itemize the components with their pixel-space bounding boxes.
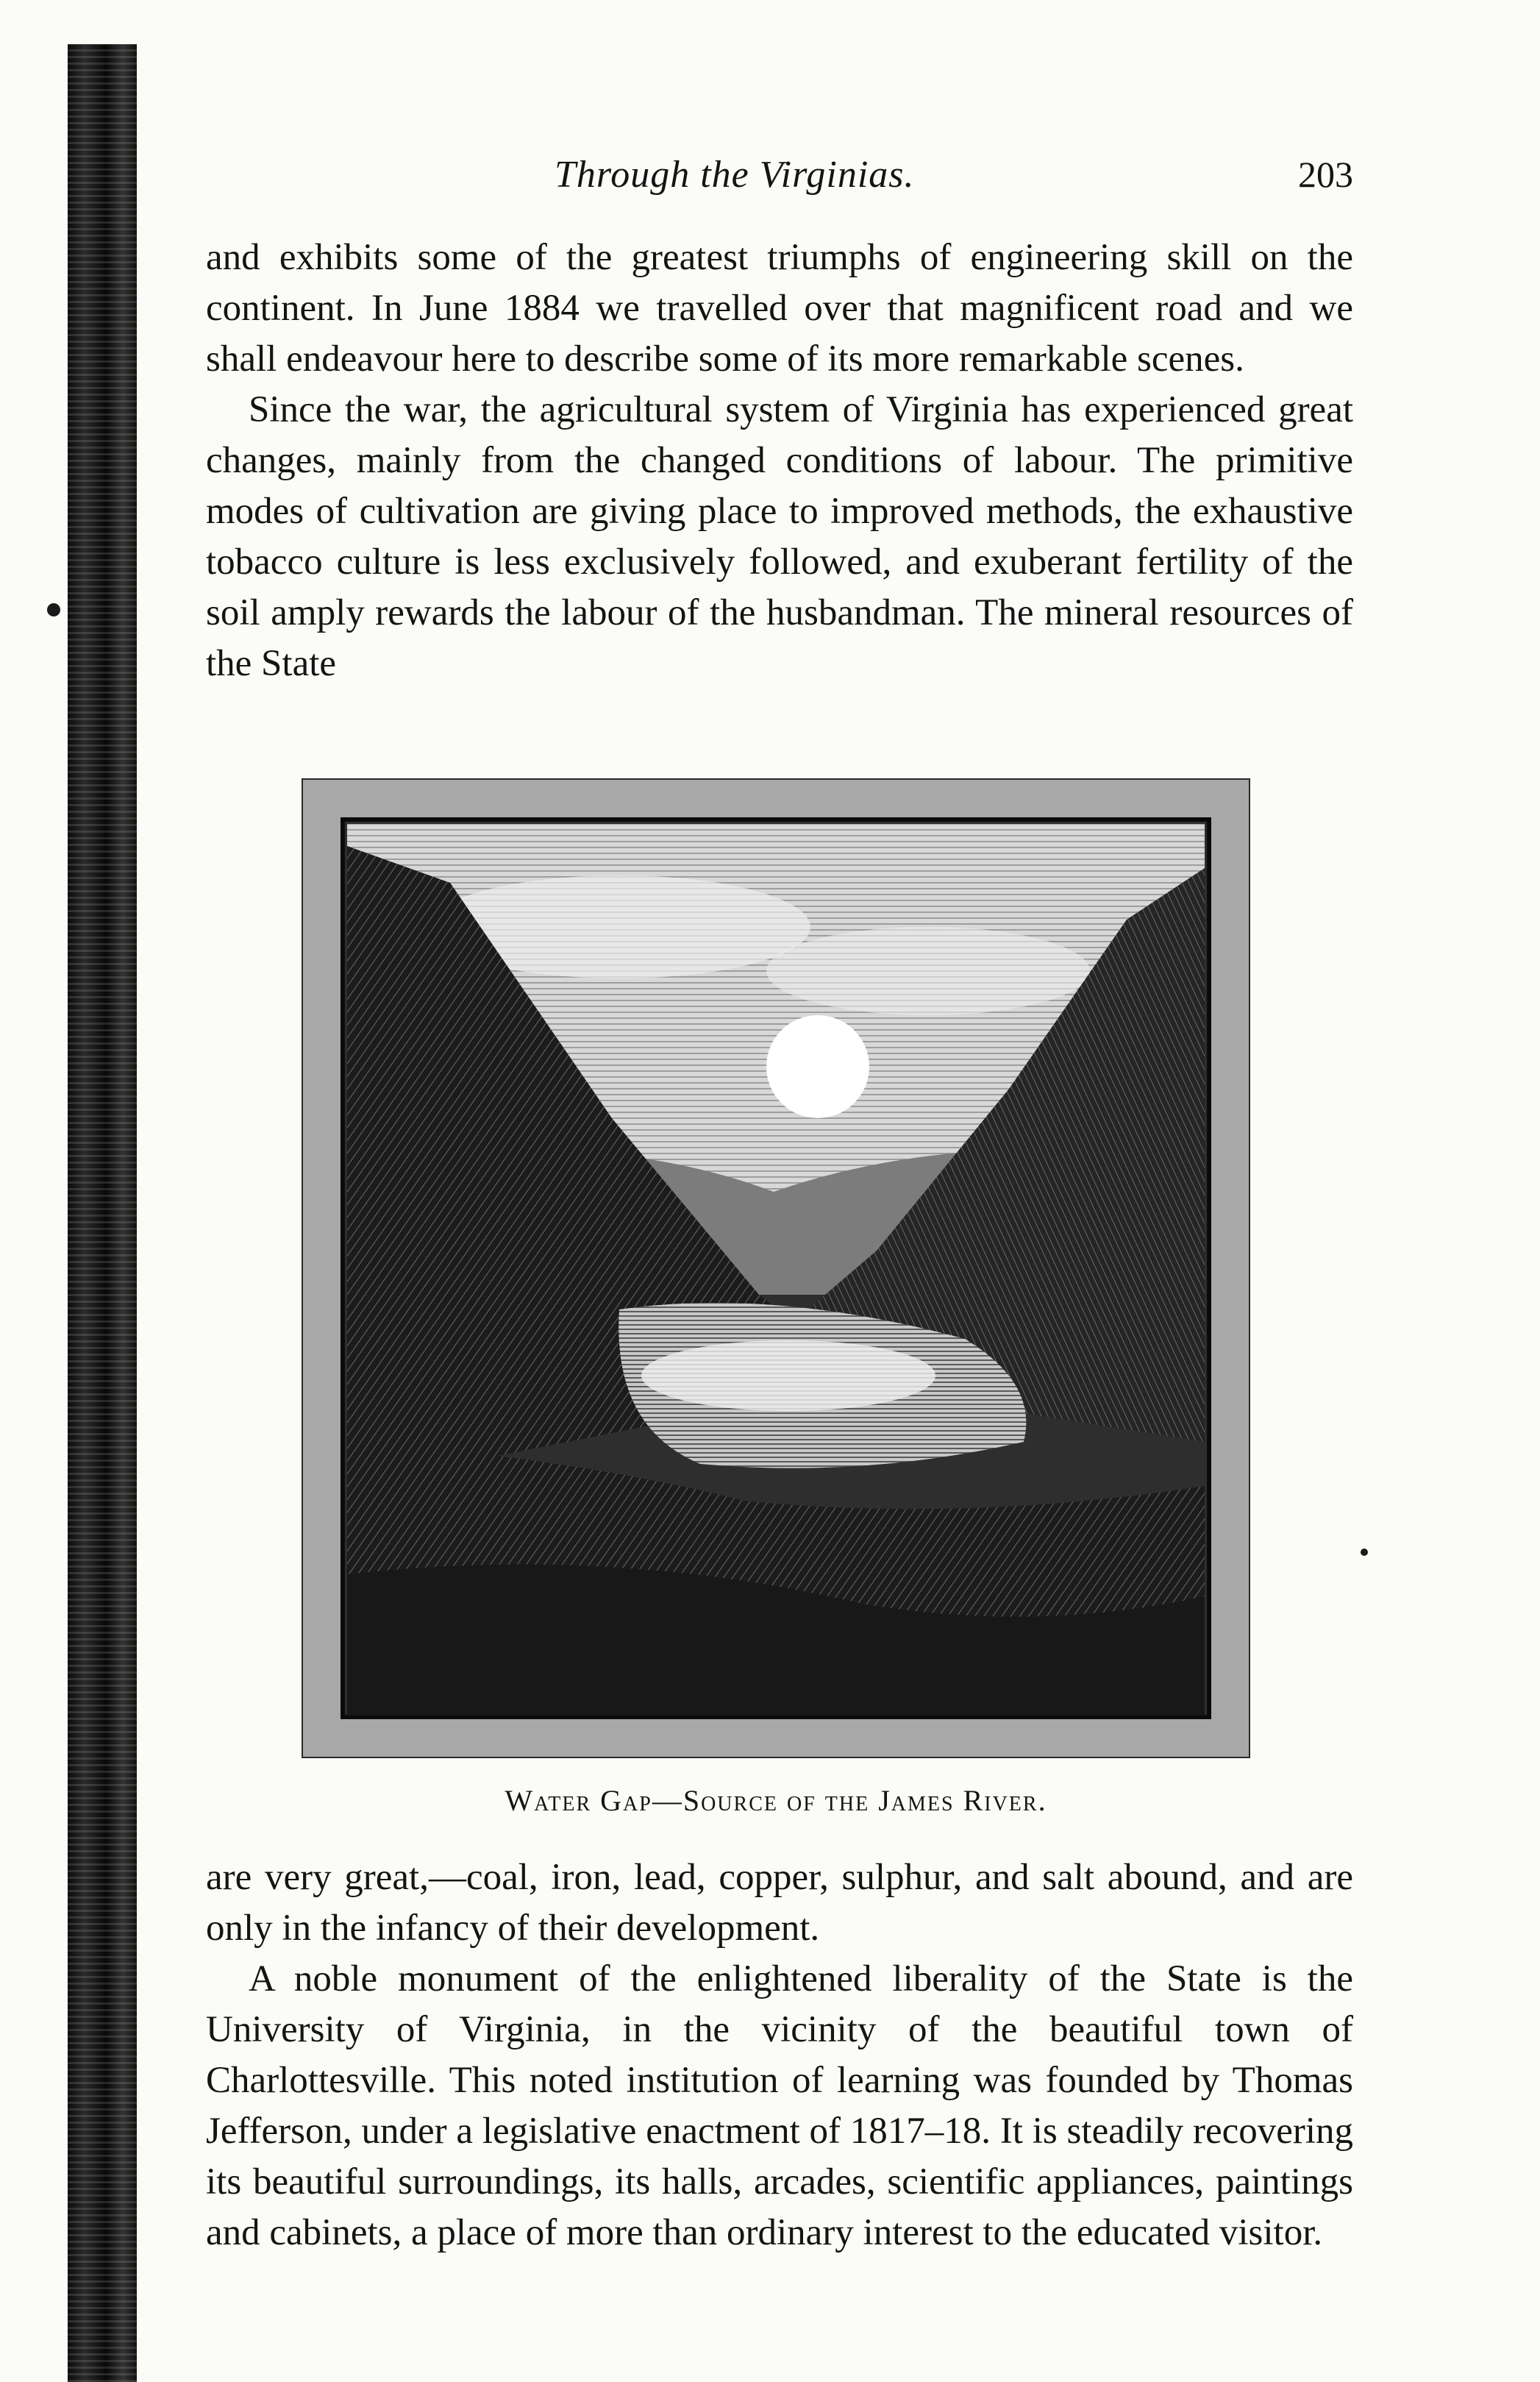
paragraph-continued: and exhibits some of the greatest triumphs of engineering skill on the continent. In June 1884 we travelled over that magnificent road and we shall endeavour here to describe some of its more remarkable scenes. (206, 237, 1353, 380)
paragraph-agriculture: Since the war, the agricultural system of Virginia has experienced great changes, mainly from the changed conditions of labour. The primitive modes of cultivation are giving place to improved methods, the exhaustive tobacco culture is less exclusively followed, and exuberant fertility of the soil amply rewards the labour of the husbandman. The mineral resources of the State (206, 389, 1353, 684)
top-text-block (206, 232, 1353, 689)
book-binding-edge (68, 44, 137, 2382)
margin-speck (47, 603, 60, 616)
running-head (206, 153, 1353, 200)
page-number: 203 (1298, 154, 1353, 195)
paragraph-university: A noble monument of the enlightened liberality of the State is the University of Virginia, in the vicinity of the beautiful town of Charlottesville. This noted institution of learning was founded by Thomas Jefferson, under a legislative enactment of 1817–18. It is steadily recovering its beautiful surroundings, its halls, arcades, scientific appliances, paintings and cabinets, a place of more than ordinary interest to the educated visitor. (206, 1958, 1353, 2253)
paragraph-minerals: are very great,—coal, iron, lead, copper, sulphur, and salt abound, and are only in the infancy of their development. (206, 1857, 1353, 1949)
margin-speck (1361, 1549, 1368, 1556)
running-title: Through the Virginias. (555, 154, 915, 196)
engraving-water-gap (302, 778, 1250, 1758)
illustration-caption: Water Gap—Source of the James River. (505, 1784, 1047, 1817)
bottom-text-block (206, 1852, 1353, 2258)
